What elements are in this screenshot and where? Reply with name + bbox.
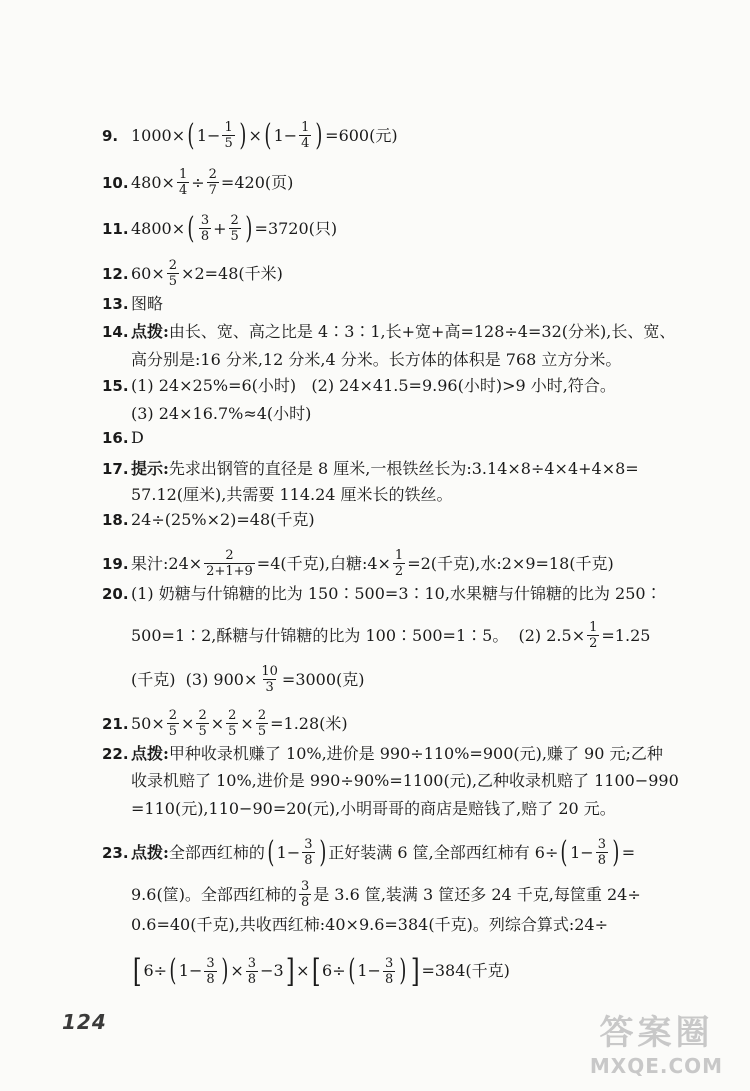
- fraction: $\frac{2}{5}$: [230, 213, 239, 244]
- item-number: 14.: [102, 323, 129, 341]
- fraction: $\frac{10}{3}$: [261, 664, 278, 695]
- right-paren: ): [318, 834, 326, 870]
- right-paren: ): [245, 210, 253, 246]
- expr-text: 4800×: [131, 218, 186, 238]
- answer-13: [102, 294, 690, 314]
- page-number: 124: [62, 1010, 107, 1034]
- hint-keyword: 点拨:: [131, 322, 169, 341]
- fraction: $\frac{3}{8}$: [304, 837, 313, 868]
- left-bracket: [: [311, 952, 321, 990]
- left-paren: (: [264, 117, 272, 153]
- item-number: 22.: [102, 745, 129, 763]
- hint-keyword: 点拨:: [131, 842, 169, 862]
- answer-23: [102, 834, 690, 870]
- item-number: 18.: [102, 511, 129, 529]
- answer-text: 9.6(筐)。全部西红柿的: [131, 884, 297, 904]
- fraction: $\frac{1}{4}$: [178, 167, 188, 198]
- item-number: 13.: [102, 295, 129, 313]
- expr-text: 60×: [131, 263, 165, 283]
- expr-text: 6÷: [143, 961, 168, 980]
- right-paren: ): [221, 953, 229, 988]
- expr-text: 6÷: [322, 961, 346, 980]
- answer-21: [102, 708, 690, 739]
- fraction: $\frac{3}{8}$: [300, 879, 310, 910]
- expr-text: =420(页): [220, 172, 294, 192]
- fraction: $\frac{3}{8}$: [247, 955, 257, 987]
- fraction: $\frac{3}{8}$: [384, 955, 394, 987]
- expr-text: 1−: [196, 125, 221, 145]
- item-number: 16.: [102, 429, 129, 447]
- answer-20-line-2: [131, 620, 690, 651]
- left-paren: (: [187, 210, 195, 246]
- expr-text: 50×: [131, 713, 165, 733]
- answer-text: 收录机赔了 10%,进价是 990÷90%=1100(元),乙种收录机赔了 1100−990: [131, 771, 679, 790]
- answer-17-line-2: [131, 485, 690, 505]
- answer-23-line-3: [131, 915, 690, 935]
- hint-keyword: 点拨:: [131, 744, 169, 763]
- answer-text: 先求出钢管的直径是 8 厘米,一根铁丝长为:3.14×8÷4×4+4×8=: [168, 459, 639, 478]
- item-number: 10.: [102, 173, 129, 192]
- fraction: $\frac{2}{7}$: [208, 167, 217, 198]
- fraction: $\frac{2}{5}$: [228, 708, 237, 739]
- answer-text: 0.6=40(千克),共收西红柿:40×9.6=384(千克)。列综合算式:24÷: [131, 915, 608, 934]
- expr-text: ×: [181, 713, 195, 733]
- left-paren: (: [267, 834, 275, 870]
- right-paren: ): [612, 834, 620, 870]
- item-number: 23.: [102, 843, 129, 862]
- answer-text: 由长、宽、高之比是 4∶3∶1,长+宽+高=128÷4=32(分米),长、宽、: [168, 322, 676, 341]
- answer-10: [102, 167, 690, 198]
- answer-text: 500=1∶2,酥糖与什锦糖的比为 100∶500=1∶5。 (2) 2.5×: [131, 625, 586, 645]
- fraction: $\frac{2}{5}$: [168, 258, 178, 289]
- item-number: 19.: [102, 554, 129, 573]
- watermark-url: MXQE.COM: [589, 1054, 724, 1078]
- fraction: $\frac{3}{8}$: [200, 213, 210, 244]
- expr-text: =384(千克): [421, 961, 510, 980]
- answer-9: [102, 117, 690, 153]
- fraction: $\frac{2}{5}$: [168, 708, 178, 739]
- item-number: 20.: [102, 585, 129, 603]
- right-bracket: ]: [285, 952, 295, 990]
- answer-15-line-2: [131, 404, 690, 424]
- left-paren: (: [169, 953, 177, 988]
- answer-17: [102, 459, 690, 479]
- right-paren: ): [315, 117, 323, 153]
- item-number: 9.: [102, 126, 119, 145]
- answer-text: 正好装满 6 筐,全部西红柿有 6÷: [328, 842, 559, 862]
- answer-16: [102, 428, 690, 448]
- expr-text: ×: [210, 713, 225, 733]
- expr-text: 1−: [570, 842, 594, 862]
- answer-14-line-2: [131, 350, 690, 370]
- answer-text: 全部西红柿的: [168, 842, 265, 862]
- expr-text: −3: [260, 961, 284, 980]
- item-number: 21.: [102, 714, 129, 733]
- watermark-text: 答案圈: [599, 1013, 714, 1053]
- expr-text: ×: [296, 961, 310, 980]
- answer-22-line-2: [131, 771, 690, 791]
- left-paren: (: [187, 117, 195, 153]
- watermark-logo: [569, 1005, 744, 1087]
- item-number: 15.: [102, 377, 129, 395]
- expr-text: 1−: [357, 961, 381, 980]
- answer-20-line-3: [131, 664, 690, 695]
- answer-text: D: [131, 428, 144, 447]
- fraction: $\frac{1}{2}$: [589, 620, 598, 651]
- fraction: $\frac{1}{2}$: [394, 548, 404, 579]
- fraction: $\frac{1}{5}$: [224, 120, 233, 151]
- left-paren: (: [347, 953, 356, 988]
- expr-text: 1−: [273, 125, 298, 145]
- answer-20: [102, 584, 690, 604]
- fraction: $\frac{2}{5}$: [257, 708, 267, 739]
- item-number: 17.: [102, 460, 129, 478]
- item-number: 11.: [102, 219, 129, 238]
- expr-text: 果汁:24×: [131, 553, 203, 573]
- expr-text: =2(千克),水:2×9=18(千克): [407, 553, 614, 573]
- answer-text: (1) 奶糖与什锦糖的比为 150∶500=3∶10,水果糖与什锦糖的比为 250∶: [131, 584, 662, 603]
- answer-text: =1.25: [601, 625, 651, 645]
- expr-text: 1000×: [131, 125, 186, 145]
- answer-text: (1) 24×25%=6(小时) (2) 24×41.5=9.96(小时)>9 小时,符合。: [131, 376, 616, 395]
- fraction: $\frac{2}{5}$: [198, 708, 207, 739]
- expr-text: ×2=48(千米): [181, 263, 283, 283]
- answer-19: [102, 548, 690, 579]
- answer-23-line-2: [131, 879, 690, 910]
- answer-text: 图略: [131, 294, 164, 313]
- answer-text: 高分别是:16 分米,12 分米,4 分米。长方体的体积是 768 立方分米。: [131, 350, 622, 369]
- left-bracket: [: [132, 952, 142, 990]
- answer-22-line-3: [131, 799, 690, 819]
- item-number: 12.: [102, 264, 129, 283]
- answer-text: 24÷(25%×2)=48(千克): [131, 510, 315, 529]
- expr-text: =3720(只): [254, 218, 338, 238]
- fraction: $\frac{2}{2+1+9}$: [206, 548, 253, 579]
- answer-text: 是 3.6 筐,装满 3 筐还多 24 千克,每筐重 24÷: [313, 884, 641, 904]
- answer-text: (千克) (3) 900×: [131, 669, 258, 689]
- expr-text: +: [213, 218, 227, 238]
- answer-18: [102, 510, 690, 530]
- answer-14: [102, 322, 690, 342]
- left-paren: (: [560, 834, 568, 870]
- fraction: $\frac{3}{8}$: [597, 837, 606, 868]
- expr-text: 1−: [178, 961, 203, 980]
- expr-text: =1.28(米): [270, 713, 348, 733]
- expr-text: ×: [230, 961, 244, 980]
- answer-12: [102, 258, 690, 289]
- answer-text: (3) 24×16.7%≈4(小时): [131, 404, 312, 423]
- answer-15: [102, 376, 690, 396]
- hint-keyword: 提示:: [131, 459, 169, 478]
- expr-text: 480×: [131, 172, 175, 192]
- expr-text: =4(千克),白糖:4×: [256, 553, 391, 573]
- expr-text: =: [621, 842, 636, 862]
- right-paren: ): [399, 953, 407, 988]
- expr-text: ×: [248, 125, 262, 145]
- fraction: $\frac{3}{8}$: [206, 955, 215, 987]
- answer-11: [102, 210, 690, 246]
- fraction: $\frac{1}{4}$: [301, 120, 310, 151]
- answer-text: 甲种收录机赚了 10%,进价是 990÷110%=900(元),赚了 90 元;乙种: [168, 744, 663, 763]
- answer-text: 57.12(厘米),共需要 114.24 厘米长的铁丝。: [131, 485, 453, 504]
- expr-text: 1−: [276, 842, 301, 862]
- answer-23-line-4: [131, 952, 690, 990]
- expr-text: ÷: [191, 172, 205, 192]
- answer-22: [102, 744, 690, 764]
- answer-text: =110(元),110−90=20(元),小明哥哥的商店是赔钱了,赔了 20 元。: [131, 799, 616, 818]
- expr-text: ×: [240, 713, 254, 733]
- right-bracket: ]: [410, 952, 420, 990]
- answer-text: =3000(克): [281, 669, 365, 689]
- expr-text: =600(元): [325, 125, 398, 145]
- right-paren: ): [239, 117, 247, 153]
